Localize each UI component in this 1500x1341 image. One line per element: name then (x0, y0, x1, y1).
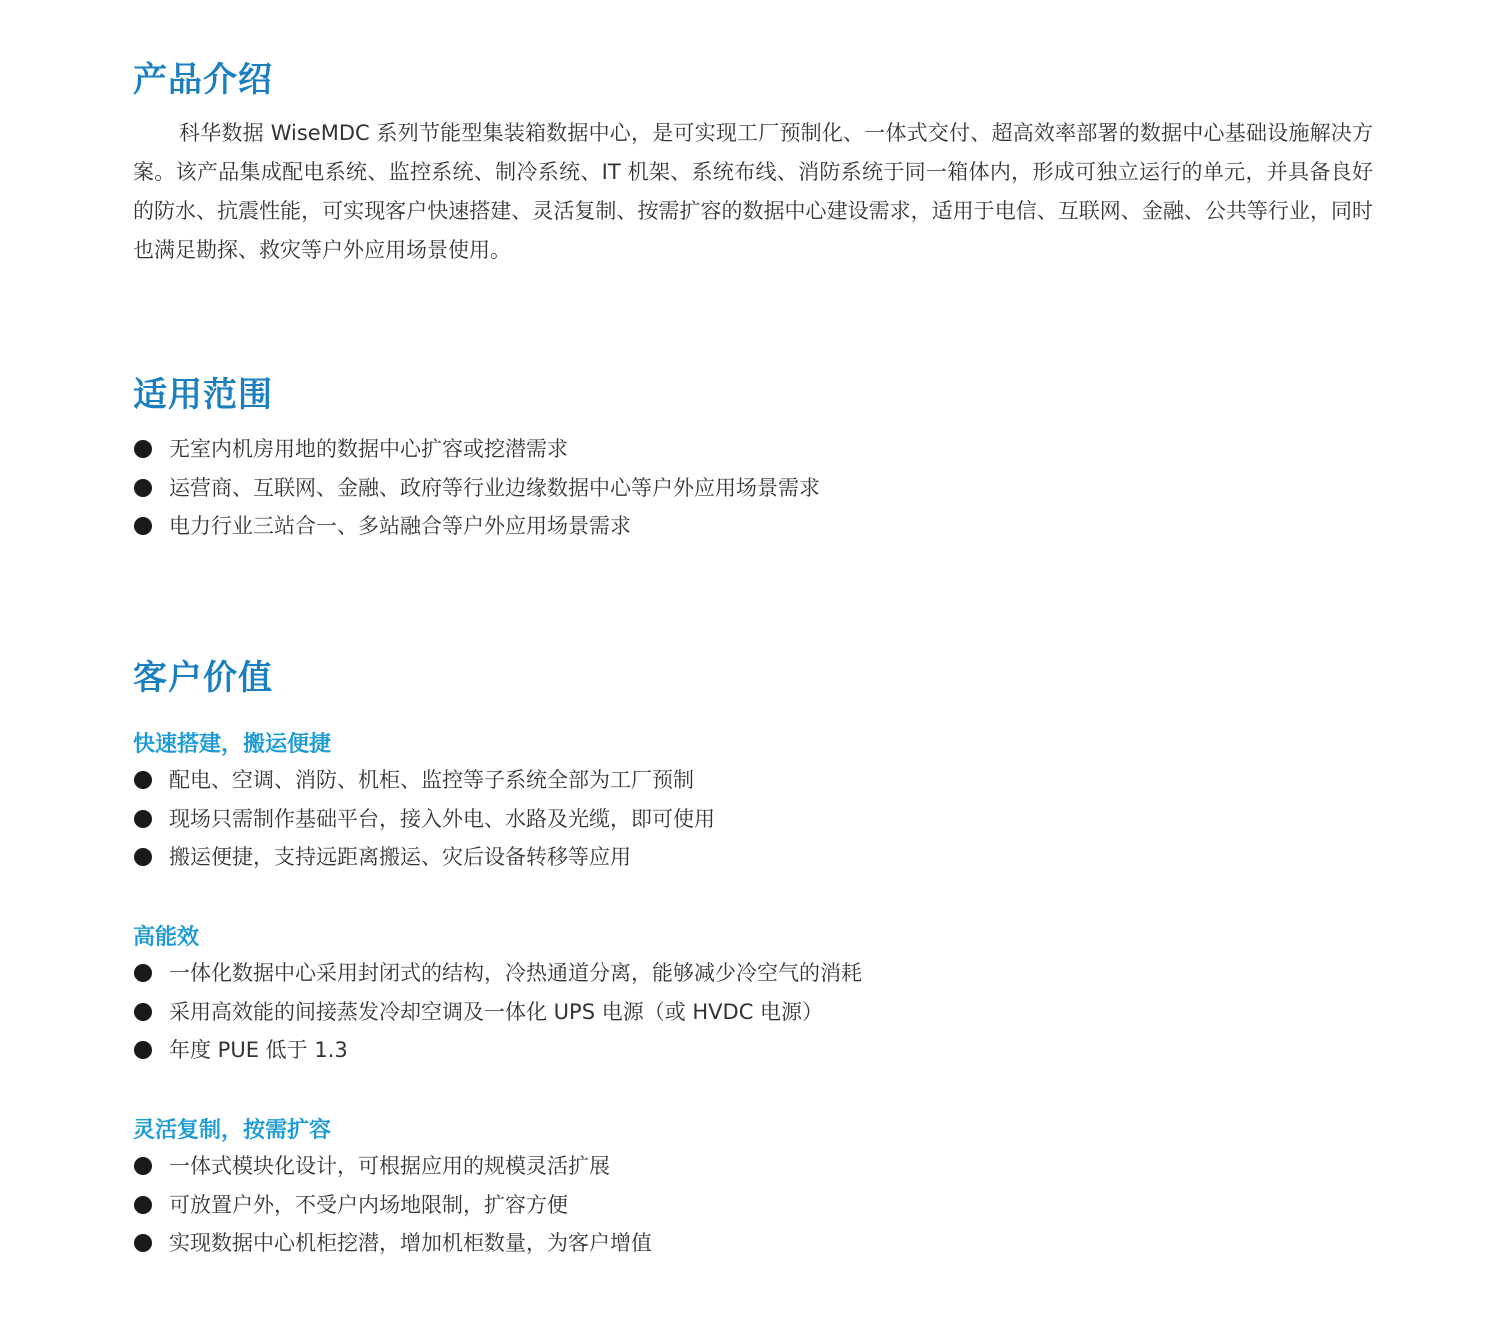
scope-section (133, 375, 1373, 546)
list-item-text: 现场只需制作基础平台，接入外电、水路及光缆，即可使用 (169, 806, 715, 831)
list-item-text: 配电、空调、消防、机柜、监控等子系统全部为工厂预制 (169, 768, 694, 792)
list-item-text: 无室内机房用地的数据中心扩容或挖潜需求 (169, 437, 568, 461)
bullet-dot-icon (134, 771, 152, 789)
list-item-text: 采用高效能的间接蒸发冷却空调及一体化 UPS 电源（或 HVDC 电源） (169, 999, 824, 1024)
bullet-dot-icon (134, 517, 152, 535)
value-group-high-efficiency (133, 923, 1373, 1070)
bullet-dot-icon (134, 440, 152, 458)
intro-title: 产品介绍 (133, 60, 273, 100)
list-item-text: 可放置户外，不受户内场地限制，扩容方便 (169, 1192, 568, 1217)
list-item (133, 1031, 1373, 1070)
list-item (133, 954, 1373, 993)
intro-section (133, 60, 1373, 270)
list-item-text: 实现数据中心机柜挖潜，增加机柜数量，为客户增值 (169, 1231, 652, 1255)
value-group-subtitle: 高能效 (133, 925, 200, 950)
bullet-dot-icon (134, 1196, 152, 1214)
value-group-list (133, 954, 1373, 1070)
value-title: 客户价值 (133, 658, 273, 698)
bullet-dot-icon (134, 810, 152, 828)
list-item-text: 电力行业三站合一、多站融合等户外应用场景需求 (169, 514, 631, 538)
bullet-dot-icon (134, 479, 152, 497)
list-item-text: 一体化数据中心采用封闭式的结构，冷热通道分离，能够减少冷空气的消耗 (169, 961, 862, 985)
list-item-text: 运营商、互联网、金融、政府等行业边缘数据中心等户外应用场景需求 (169, 475, 820, 500)
value-group-flexible-scaling (133, 1116, 1373, 1263)
list-item (133, 507, 1373, 546)
list-item (133, 1224, 1373, 1263)
bullet-dot-icon (134, 1157, 152, 1175)
value-group-subtitle: 快速搭建，搬运便捷 (133, 732, 332, 757)
list-item (133, 430, 1373, 469)
value-group-fast-deploy (133, 730, 1373, 877)
list-item-text: 一体式模块化设计，可根据应用的规模灵活扩展 (169, 1154, 610, 1178)
value-group-subtitle: 灵活复制，按需扩容 (133, 1118, 332, 1143)
list-item (133, 761, 1373, 800)
list-item (133, 469, 1373, 508)
value-group-list (133, 1147, 1373, 1263)
bullet-dot-icon (134, 848, 152, 866)
list-item (133, 838, 1373, 877)
bullet-dot-icon (134, 1234, 152, 1252)
list-item-text: 搬运便捷，支持远距离搬运、灾后设备转移等应用 (169, 845, 631, 869)
intro-paragraph: 科华数据 WiseMDC 系列节能型集装箱数据中心，是可实现工厂预制化、一体式交付、超高效率部署的数据中心基础设施解决方案。该产品集成配电系统、监控系统、制冷系统、IT 机架、系统布线、消防系统于同一箱体内，形成可独立运行的单元，并具备良好的防水、抗震性能，可实现客户快速搭建、灵活复制、按需扩容的数据中心建设需求，适用于电信、互联网、金融、公共等行业，同时也满足勘探、救灾等户外应用场景使用。 (133, 121, 1373, 262)
list-item (133, 993, 1373, 1032)
scope-title: 适用范围 (133, 375, 273, 415)
list-item (133, 1186, 1373, 1225)
value-group-list (133, 761, 1373, 877)
list-item-text: 年度 PUE 低于 1.3 (169, 1038, 348, 1062)
list-item (133, 800, 1373, 839)
bullet-dot-icon (134, 964, 152, 982)
bullet-dot-icon (134, 1003, 152, 1021)
scope-list (133, 430, 1373, 546)
bullet-dot-icon (134, 1041, 152, 1059)
value-section (133, 658, 1373, 1278)
list-item (133, 1147, 1373, 1186)
